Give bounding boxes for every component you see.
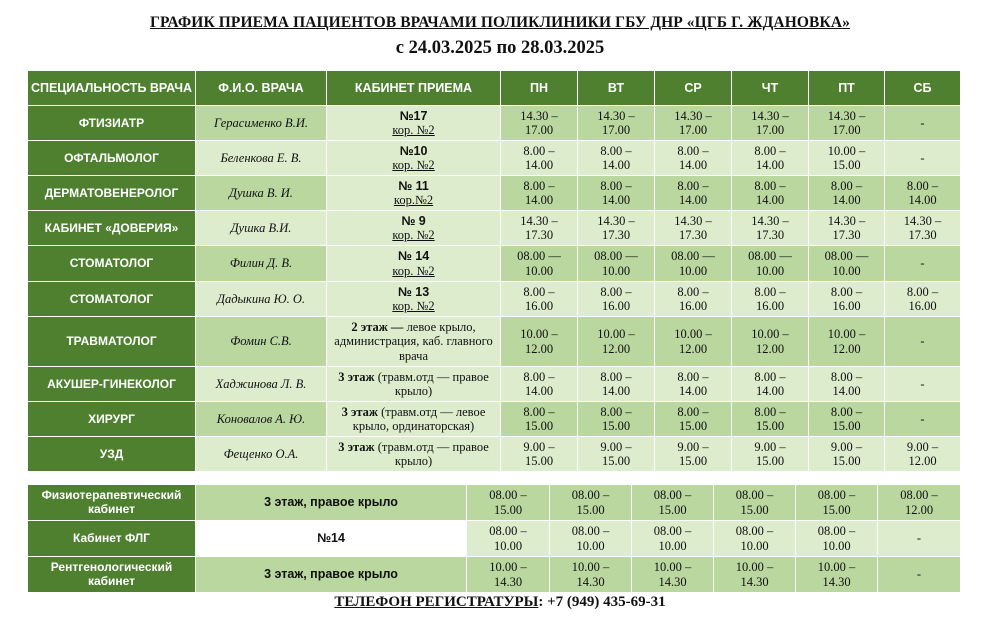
reception-hours: 08.00 — 10.00	[809, 246, 885, 282]
reception-hours: 8.00 – 14.00	[501, 367, 578, 402]
column-header: ПН	[501, 71, 578, 106]
cabinet-description: (травм.отд — правое крыло)	[377, 369, 489, 398]
reception-hours: 14.30 – 17.00	[809, 106, 885, 141]
doctor-name: Душка В. И.	[196, 176, 327, 211]
reception-hours: 8.00 – 16.00	[732, 282, 809, 317]
reception-hours: 08.00 – 15.00	[714, 485, 796, 521]
doctor-name: Беленкова Е. В.	[196, 141, 327, 176]
reception-hours: 08.00 – 10.00	[632, 521, 714, 557]
doctor-specialty: ОФТАЛЬМОЛОГ	[28, 141, 196, 176]
reception-hours: 08.00 – 10.00	[550, 521, 632, 557]
doctor-specialty: СТОМАТОЛОГ	[28, 246, 196, 282]
reception-hours: 8.00 – 14.00	[809, 176, 885, 211]
cabinet-location	[327, 106, 501, 141]
column-header: ЧТ	[732, 71, 809, 106]
reception-hours: 8.00 – 16.00	[501, 282, 578, 317]
reception-hours: 9.00 – 15.00	[501, 437, 578, 472]
cabinet-location	[327, 437, 501, 472]
column-header: СР	[655, 71, 732, 106]
table-row	[28, 317, 961, 367]
schedule-title: ГРАФИК ПРИЕМА ПАЦИЕНТОВ ВРАЧАМИ ПОЛИКЛИНИКИ ГБУ ДНР «ЦГБ Г. ЖДАНОВКА»	[150, 14, 850, 31]
cabinet-floor: 3 этаж	[338, 369, 375, 384]
cabinet-location	[327, 367, 501, 402]
reception-hours: 9.00 – 15.00	[655, 437, 732, 472]
cabinet-number: № 9	[401, 213, 426, 228]
table-row	[28, 521, 961, 557]
reception-hours: -	[885, 106, 961, 141]
reception-hours: 14.30 – 17.30	[885, 211, 961, 246]
cabinet-description: (травм.отд — правое крыло)	[377, 439, 489, 468]
column-header: Ф.И.О. ВРАЧА	[196, 71, 327, 106]
table-row	[28, 282, 961, 317]
reception-hours: -	[885, 402, 961, 437]
reception-hours: 8.00 – 16.00	[809, 282, 885, 317]
table-row	[28, 246, 961, 282]
reception-hours: -	[878, 557, 961, 593]
reception-hours: 08.00 – 10.00	[714, 521, 796, 557]
cabinet-floor: 3 этаж	[338, 439, 375, 454]
cabinet-building: кор. №2	[392, 228, 435, 242]
cabinet-description: (травм.отд — левое крыло, ординаторская)	[352, 404, 486, 433]
cabinet-building: кор. №2	[392, 299, 435, 313]
registry-phone	[0, 594, 1000, 611]
reception-hours: 8.00 – 14.00	[732, 141, 809, 176]
cabinet-description: левое крыло, администрация, каб. главного врача	[334, 319, 493, 363]
reception-hours: 10.00 – 12.00	[809, 317, 885, 367]
reception-hours: 08.00 — 10.00	[501, 246, 578, 282]
doctor-specialty: ДЕРМАТОВЕНЕРОЛОГ	[28, 176, 196, 211]
doctor-specialty: СТОМАТОЛОГ	[28, 282, 196, 317]
reception-hours: 08.00 – 12.00	[878, 485, 961, 521]
doctor-name: Хаджинова Л. В.	[196, 367, 327, 402]
doctor-name: Дадыкина Ю. О.	[196, 282, 327, 317]
table-row	[28, 402, 961, 437]
phone-separator: :	[538, 594, 544, 610]
table-row	[28, 176, 961, 211]
reception-hours: 14.30 – 17.00	[501, 106, 578, 141]
reception-hours: 10.00 – 12.00	[578, 317, 655, 367]
cabinet-number: № 14	[397, 249, 430, 263]
doctor-name: Филин Д. В.	[196, 246, 327, 282]
reception-hours: 14.30 – 17.30	[655, 211, 732, 246]
doctor-specialty: АКУШЕР-ГИНЕКОЛОГ	[28, 367, 196, 402]
cabinet-building: кор. №2	[392, 263, 435, 278]
table-row	[28, 485, 961, 521]
reception-hours: 08.00 – 15.00	[550, 485, 632, 521]
reception-hours: 9.00 – 15.00	[732, 437, 809, 472]
reception-hours: 14.30 – 17.30	[501, 211, 578, 246]
phone-number: +7 (949) 435-69-31	[543, 594, 666, 610]
cabinet-location	[327, 317, 501, 367]
cabinet-building: кор. №2	[392, 123, 435, 137]
doctor-name: Душка В.И.	[196, 211, 327, 246]
reception-hours: 08.00 — 10.00	[578, 246, 655, 282]
reception-hours: 14.30 – 17.00	[578, 106, 655, 141]
doctor-specialty: КАБИНЕТ «ДОВЕРИЯ»	[28, 211, 196, 246]
cabinet-name: Рентгенологический кабинет	[28, 557, 196, 593]
column-header: ПТ	[809, 71, 885, 106]
cabinet-location: 3 этаж, правое крыло	[196, 485, 467, 521]
doctor-specialty: ХИРУРГ	[28, 402, 196, 437]
cabinet-floor: 2 этаж —	[351, 319, 404, 334]
reception-hours: 8.00 – 15.00	[732, 402, 809, 437]
reception-hours: 8.00 – 16.00	[578, 282, 655, 317]
reception-hours: 9.00 – 15.00	[578, 437, 655, 472]
table-row	[28, 211, 961, 246]
reception-hours: 14.30 – 17.30	[578, 211, 655, 246]
reception-hours: 8.00 – 15.00	[655, 402, 732, 437]
reception-hours: 9.00 – 15.00	[809, 437, 885, 472]
reception-hours: 8.00 – 14.00	[655, 367, 732, 402]
reception-hours: 8.00 – 14.00	[578, 141, 655, 176]
doctor-name: Герасименко В.И.	[196, 106, 327, 141]
reception-hours: -	[885, 367, 961, 402]
cabinet-number: №10	[399, 143, 428, 158]
doctor-specialty: УЗД	[28, 437, 196, 472]
table-row	[28, 557, 961, 593]
reception-hours: 14.30 – 17.30	[809, 211, 885, 246]
reception-hours: 08.00 – 10.00	[467, 521, 550, 557]
doctor-name: Фещенко О.А.	[196, 437, 327, 472]
table-header-row	[28, 71, 961, 106]
reception-hours: 8.00 – 14.00	[578, 176, 655, 211]
reception-hours: 8.00 – 15.00	[501, 402, 578, 437]
schedule-period: с 24.03.2025 по 28.03.2025	[395, 38, 605, 58]
cabinet-location: №14	[196, 521, 467, 557]
reception-hours: 14.30 – 17.00	[732, 106, 809, 141]
reception-hours: 8.00 – 14.00	[655, 141, 732, 176]
reception-hours: 8.00 – 14.00	[885, 176, 961, 211]
reception-hours: 8.00 – 16.00	[655, 282, 732, 317]
cabinet-location	[327, 141, 501, 176]
cabinet-number: № 13	[397, 284, 430, 299]
cabinet-number: №17	[399, 108, 428, 123]
reception-hours: 10.00 – 12.00	[501, 317, 578, 367]
reception-hours: 8.00 – 14.00	[809, 367, 885, 402]
reception-hours: -	[885, 141, 961, 176]
reception-hours: 14.30 – 17.30	[732, 211, 809, 246]
doctors-schedule-table	[27, 70, 961, 472]
reception-hours: 8.00 – 14.00	[732, 176, 809, 211]
cabinet-name: Физиотерапевтический кабинет	[28, 485, 196, 521]
reception-hours: 10.00 – 14.30	[550, 557, 632, 593]
cabinet-building: кор. №2	[392, 158, 435, 172]
cabinet-location: 3 этаж, правое крыло	[196, 557, 467, 593]
reception-hours: 8.00 – 15.00	[809, 402, 885, 437]
cabinet-name: Кабинет ФЛГ	[28, 521, 196, 557]
reception-hours: 08.00 – 15.00	[632, 485, 714, 521]
reception-hours: 8.00 – 15.00	[578, 402, 655, 437]
cabinet-floor: 3 этаж	[341, 404, 378, 419]
cabinet-location	[327, 176, 501, 211]
table-row	[28, 437, 961, 472]
column-header: ВТ	[578, 71, 655, 106]
reception-hours: 10.00 – 15.00	[809, 141, 885, 176]
reception-hours: 8.00 – 14.00	[732, 367, 809, 402]
doctor-name: Коновалов А. Ю.	[196, 402, 327, 437]
reception-hours: 08.00 – 15.00	[796, 485, 878, 521]
table-row	[28, 367, 961, 402]
reception-hours: 10.00 – 14.30	[714, 557, 796, 593]
reception-hours: 8.00 – 14.00	[655, 176, 732, 211]
reception-hours: 9.00 – 12.00	[885, 437, 961, 472]
reception-hours: 08.00 — 10.00	[655, 246, 732, 282]
reception-hours: -	[885, 246, 961, 282]
column-header: СПЕЦИАЛЬНОСТЬ ВРАЧА	[28, 71, 196, 106]
reception-hours: 10.00 – 14.30	[632, 557, 714, 593]
column-header: СБ	[885, 71, 961, 106]
cabinet-location	[327, 282, 501, 317]
reception-hours: 10.00 – 12.00	[655, 317, 732, 367]
reception-hours: 8.00 – 14.00	[501, 176, 578, 211]
reception-hours: 8.00 – 14.00	[501, 141, 578, 176]
cabinet-building: кор.№2	[393, 193, 434, 207]
reception-hours: 08.00 – 15.00	[467, 485, 550, 521]
phone-label: ТЕЛЕФОН РЕГИСТРАТУРЫ	[334, 594, 539, 610]
table-row	[28, 141, 961, 176]
reception-hours: 08.00 – 10.00	[796, 521, 878, 557]
reception-hours: 10.00 – 14.30	[467, 557, 550, 593]
doctor-name: Фомин С.В.	[196, 317, 327, 367]
cabinet-location	[327, 211, 501, 246]
reception-hours: 08.00 — 10.00	[732, 246, 809, 282]
reception-hours: 10.00 – 14.30	[796, 557, 878, 593]
reception-hours: -	[885, 317, 961, 367]
reception-hours: 8.00 – 14.00	[578, 367, 655, 402]
reception-hours: 8.00 – 16.00	[885, 282, 961, 317]
doctor-specialty: ФТИЗИАТР	[28, 106, 196, 141]
cabinet-location	[327, 246, 501, 282]
cabinets-schedule-table	[27, 484, 961, 593]
cabinet-number: № 11	[398, 178, 429, 193]
doctor-specialty: ТРАВМАТОЛОГ	[28, 317, 196, 367]
reception-hours: 14.30 – 17.00	[655, 106, 732, 141]
reception-hours: -	[878, 521, 961, 557]
cabinet-location	[327, 402, 501, 437]
table-row	[28, 106, 961, 141]
reception-hours: 10.00 – 12.00	[732, 317, 809, 367]
column-header: КАБИНЕТ ПРИЕМА	[327, 71, 501, 106]
